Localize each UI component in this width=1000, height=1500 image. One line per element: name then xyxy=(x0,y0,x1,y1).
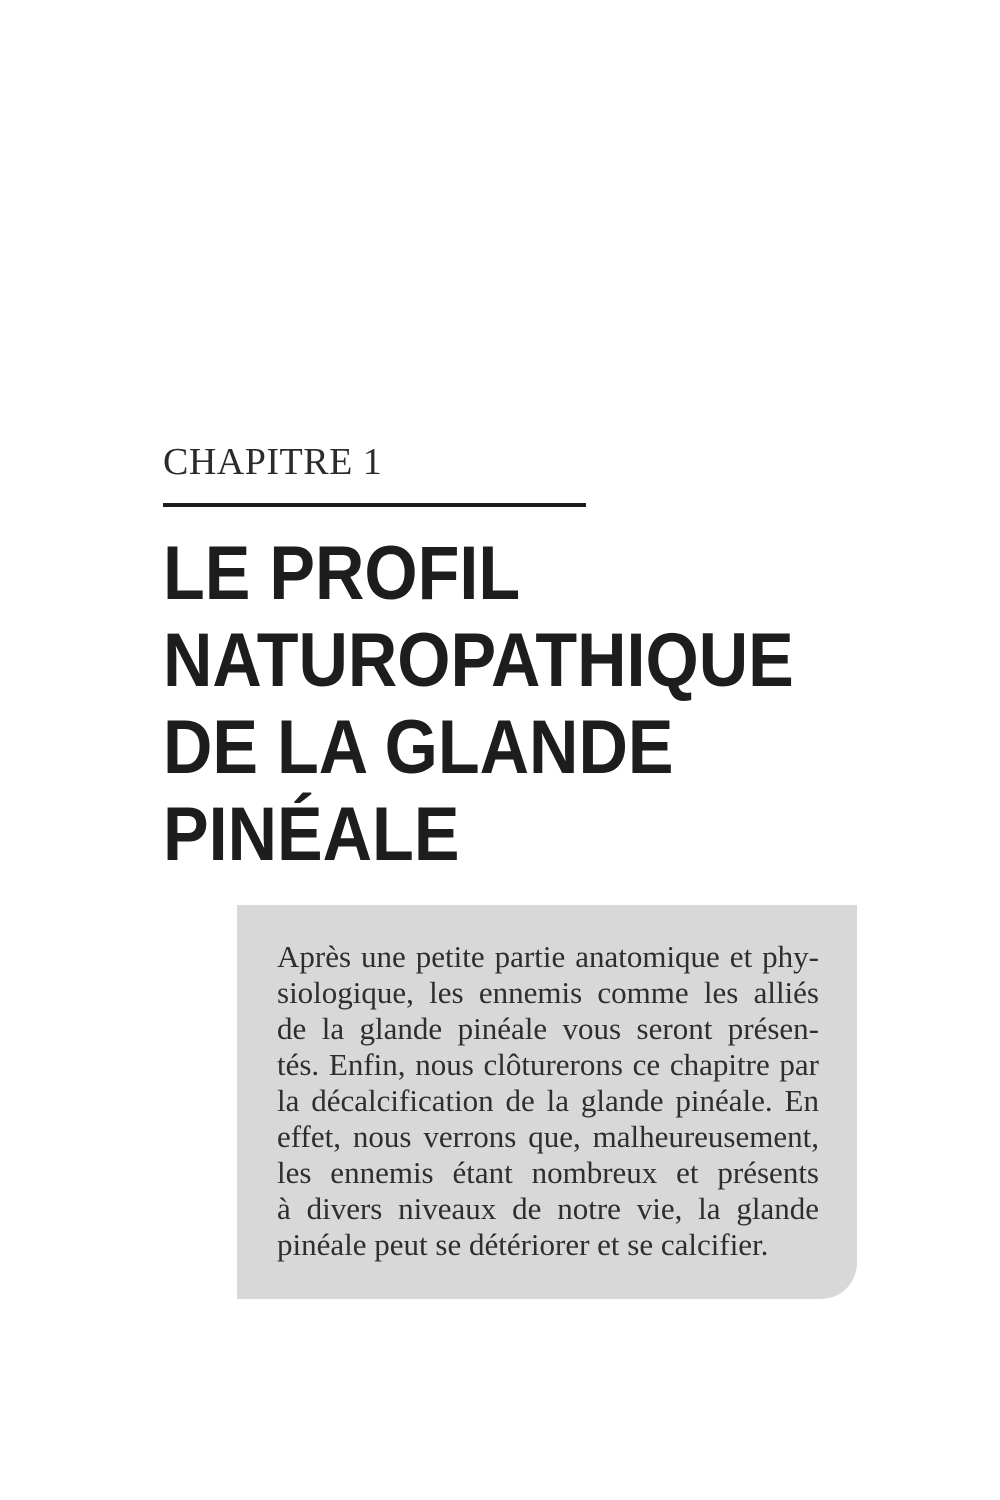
intro-text-line-4: tés. Enfin, nous clôturerons ce chapitre par xyxy=(277,1047,819,1082)
intro-highlight-box xyxy=(237,905,857,1299)
intro-text-line-7: les ennemis étant nombreux et présents xyxy=(277,1155,819,1190)
chapter-title-line-3: DE LA GLANDE xyxy=(163,705,674,790)
chapter-divider-rule xyxy=(163,503,586,507)
chapter-title-line-4: PINÉALE xyxy=(163,792,460,877)
intro-text-line-9: pinéale peut se détériorer et se calcifier. xyxy=(277,1227,769,1262)
intro-text-line-3: de la glande pinéale vous seront présen- xyxy=(277,1011,819,1046)
chapter-title-line-1: LE PROFIL xyxy=(163,531,521,616)
intro-text-line-6: effet, nous verrons que, malheureusement, xyxy=(277,1119,819,1154)
intro-text-line-5: la décalcification de la glande pinéale. En xyxy=(277,1083,819,1118)
chapter-label: CHAPITRE 1 xyxy=(163,441,383,483)
intro-text-line-2: siologique, les ennemis comme les alliés xyxy=(277,975,819,1010)
intro-text-line-1: Après une petite partie anatomique et phy- xyxy=(277,939,819,974)
chapter-title-line-2: NATUROPATHIQUE xyxy=(163,618,794,703)
intro-text-line-8: à divers niveaux de notre vie, la glande xyxy=(277,1191,819,1226)
chapter-title xyxy=(163,530,794,878)
